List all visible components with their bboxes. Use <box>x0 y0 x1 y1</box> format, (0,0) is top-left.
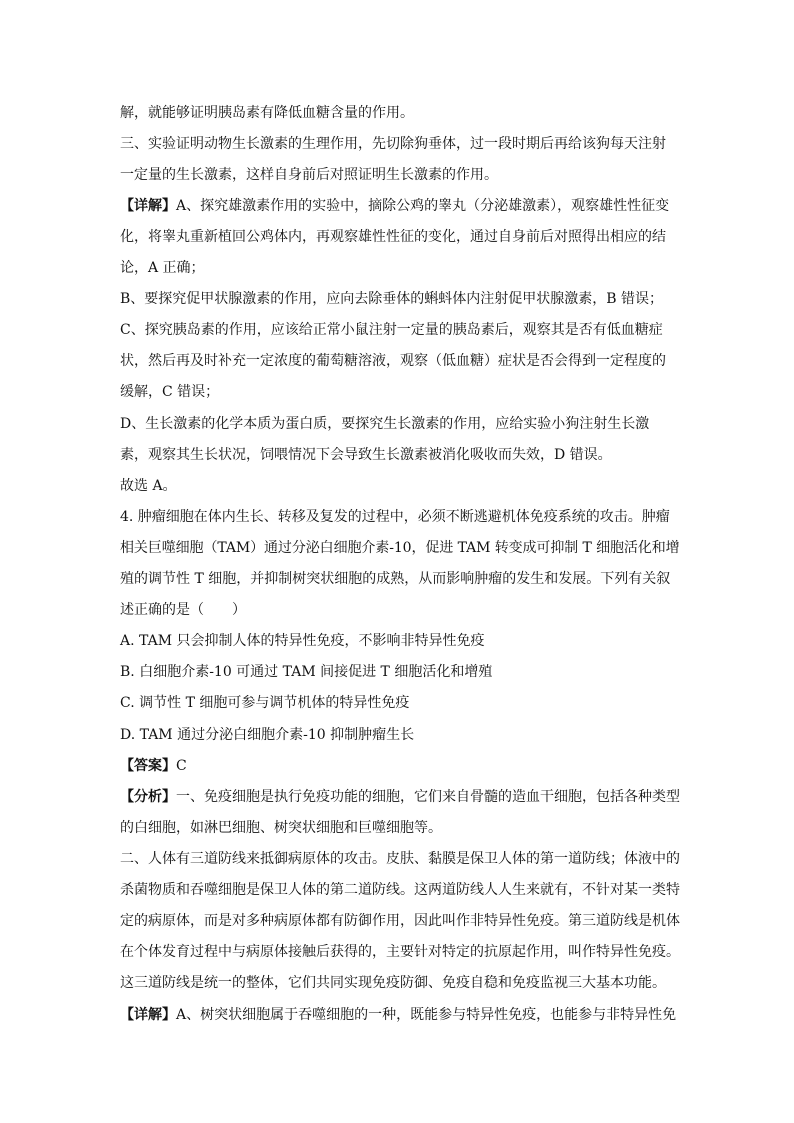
text-line: 这三道防线是统一的整体，它们共同实现免疫防御、免疫自稳和免疫监视三大基本功能。 <box>120 975 666 991</box>
text-line: 故选 A。 <box>120 478 177 494</box>
text-line: 一定量的生长激素，这样自身前后对照证明生长激素的作用。 <box>120 167 498 183</box>
text-line: 【详解】A、探究雄激素作用的实验中，摘除公鸡的睾丸（分泌雄激素），观察雄性性征变 <box>120 198 670 214</box>
text-line: 在个体发育过程中与病原体接触后获得的，主要针对特定的抗原起作用，叫作特异性免疫。 <box>120 944 680 960</box>
text-line: 的白细胞，如淋巴细胞、树突状细胞和巨噬细胞等。 <box>120 820 442 836</box>
text-line: 解，就能够证明胰岛素有降低血糖含量的作用。 <box>120 105 414 121</box>
text-line: 杀菌物质和吞噬细胞是保卫人体的第二道防线。这两道防线人人生来就有，不针对某一类特 <box>120 882 680 898</box>
text-line: 化，将睾丸重新植回公鸡体内，再观察雄性性征的变化，通过自身前后对照得出相应的结 <box>120 229 666 245</box>
text-line: D、生长激素的化学本质为蛋白质，要探究生长激素的作用，应给实验小狗注射生长激 <box>120 416 650 432</box>
text-line: 定的病原体，而是对多种病原体都有防御作用，因此叫作非特异性免疫。第三道防线是机体 <box>120 913 680 929</box>
question-line: 4. 肿瘤细胞在体内生长、转移及复发的过程中，必须不断逃避机体免疫系统的攻击。肿瘤 <box>120 509 670 525</box>
section-label: 【答案】 <box>120 758 176 774</box>
text-line: 状，然后再及时补充一定浓度的葡萄糖溶液，观察（低血糖）症状是否会得到一定程度的 <box>120 353 666 369</box>
option-d: D. TAM 通过分泌白细胞介素-10 抑制肿瘤生长 <box>120 727 415 743</box>
text-line: 【详解】A、树突状细胞属于吞噬细胞的一种，既能参与特异性免疫，也能参与非特异性免 <box>120 1007 677 1023</box>
text-line: C、探究胰岛素的作用，应该给正常小鼠注射一定量的胰岛素后，观察其是否有低血糖症 <box>120 322 663 338</box>
text-line: 【分析】一、免疫细胞是执行免疫功能的细胞，它们来自骨髓的造血干细胞，包括各种类型 <box>120 789 680 805</box>
option-c: C. 调节性 T 细胞可参与调节机体的特异性免疫 <box>120 695 410 711</box>
option-b: B. 白细胞介素-10 可通过 TAM 间接促进 T 细胞活化和增殖 <box>120 664 493 680</box>
text-line: 二、人体有三道防线来抵御病原体的攻击。皮肤、黏膜是保卫人体的第一道防线；体液中的 <box>120 851 680 867</box>
question-line: 述正确的是（ ） <box>120 602 246 618</box>
section-label: 【分析】 <box>120 789 176 805</box>
section-label: 【详解】 <box>120 1007 176 1023</box>
section-label: 【详解】 <box>120 198 176 214</box>
option-a: A. TAM 只会抑制人体的特异性免疫，不影响非特异性免疫 <box>120 633 485 649</box>
text-line: 缓解，C 错误； <box>120 384 220 400</box>
text-line: 三、实验证明动物生长激素的生理作用，先切除狗垂体，过一段时期后再给该狗每天注射 <box>120 136 666 152</box>
text-line: 论，A 正确； <box>120 260 205 276</box>
answer-line: 【答案】C <box>120 758 187 774</box>
question-line: 相关巨噬细胞（TAM）通过分泌白细胞介素-10，促进 TAM 转变成可抑制 T 细胞活化和增 <box>120 540 680 556</box>
text-line: B、要探究促甲状腺激素的作用，应向去除垂体的蝌蚪体内注射促甲状腺激素，B 错误； <box>120 291 664 307</box>
text-line: 素，观察其生长状况，饲喂情况下会导致生长激素被消化吸收而失效，D 错误。 <box>120 447 612 463</box>
question-line: 殖的调节性 T 细胞，并抑制树突状细胞的成熟，从而影响肿瘤的发生和发展。下列有关叙 <box>120 571 671 587</box>
